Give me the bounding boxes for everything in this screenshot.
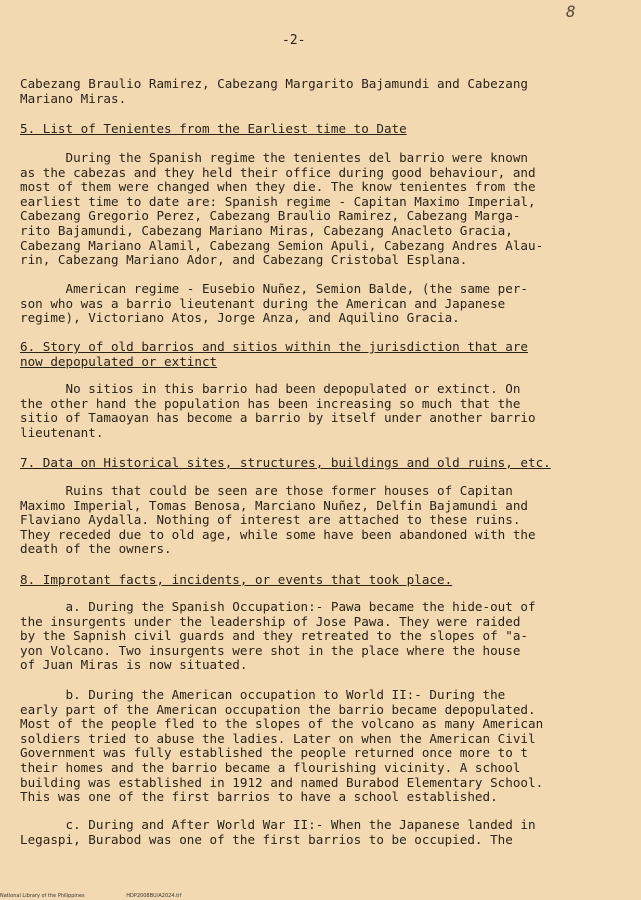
- section-6-heading: 6. Story of old barrios and sitios within the jurisdiction that are now depopulated or extinct: [20, 339, 528, 369]
- page-number: -2-: [282, 33, 306, 48]
- section-8a-paragraph: a. During the Spanish Occupation:- Pawa became the hide-out of the insurgents under the leadership of Jose Pawa. They were raided by the Sapnish civil guards and they retreated to the slopes of "a- yon Volcano. Two insurgents were shot in the place where the house of Juan Miras is now situated.: [20, 599, 536, 673]
- section-5-american-regime: American regime - Eusebio Nuñez, Semion Balde, (the same per- son who was a barrio lieutenant during the American and Japanese regime), Victoriano Atos, Jorge Anza, and Aquilino Gracia.: [20, 281, 528, 326]
- section-8b-paragraph: b. During the American occupation to World II:- During the early part of the American occupation the barrio became depopulated. Most of the people fled to the slopes of the volcano as many American soldiers tried to abuse the ladies. Later on when the American Civil Government was fully established the people returned once more to t their homes and the barrio became a flourishing vicinity. A school building was established in 1912 and named Burabod Elementary School. This was one of the first barrios to have a school established.: [20, 687, 544, 805]
- section-7-heading: 7. Data on Historical sites, structures, buildings and old ruins, etc.: [20, 455, 551, 470]
- section-5-body: During the Spanish regime the tenientes del barrio were known as the cabezas and they held their office during good behaviour, and most of them were changed when they die. The know tenientes from the earliest time to date are: Spanish regime - Capitan Maximo Imperial, Cabezang Gregorio Perez, Cabezang Braulio Ramirez, Cabezang Marga- rito Bajamundi, Cabezang Mariano Miras, Cabezang Anacleto Gracia, Cabezang Mariano Alamil, Cabezang Semion Apuli, Cabezang Andres Alau- rin, Cabezang Mariano Ador, and Cabezang Cristobal Esplana.: [20, 150, 544, 268]
- section-8c-paragraph: c. During and After World War II:- When the Japanese landed in Legaspi, Burabod was one of the first barrios to be occupied. The: [20, 817, 536, 847]
- intro-paragraph: Cabezang Braulio Ramirez, Cabezang Margarito Bajamundi and Cabezang Mariano Miras.: [20, 76, 528, 106]
- section-7-body: Ruins that could be seen are those former houses of Capitan Maximo Imperial, Tomas Benosa, Marciano Nuñez, Delfin Bajamundi and Flaviano Aydalla. Nothing of interest are attached to these ruins. They receded due to old age, while some have been abandoned with the death of the owners.: [20, 483, 536, 557]
- section-5-heading: 5. List of Tenientes from the Earliest time to Date: [20, 121, 407, 136]
- footer: [0, 893, 221, 899]
- footer-filename: HDP2008BU/A2024.tif: [126, 893, 182, 899]
- footer-library: National Library of the Philippines: [0, 893, 85, 899]
- section-8-heading: 8. Improtant facts, incidents, or events that took place.: [20, 572, 453, 587]
- section-6-body: No sitios in this barrio had been depopulated or extinct. On the other hand the population has been increasing so much that the sitio of Tamaoyan has become a barrio by itself under another barrio lieutenant.: [20, 381, 536, 440]
- corner-mark: 8: [566, 2, 576, 21]
